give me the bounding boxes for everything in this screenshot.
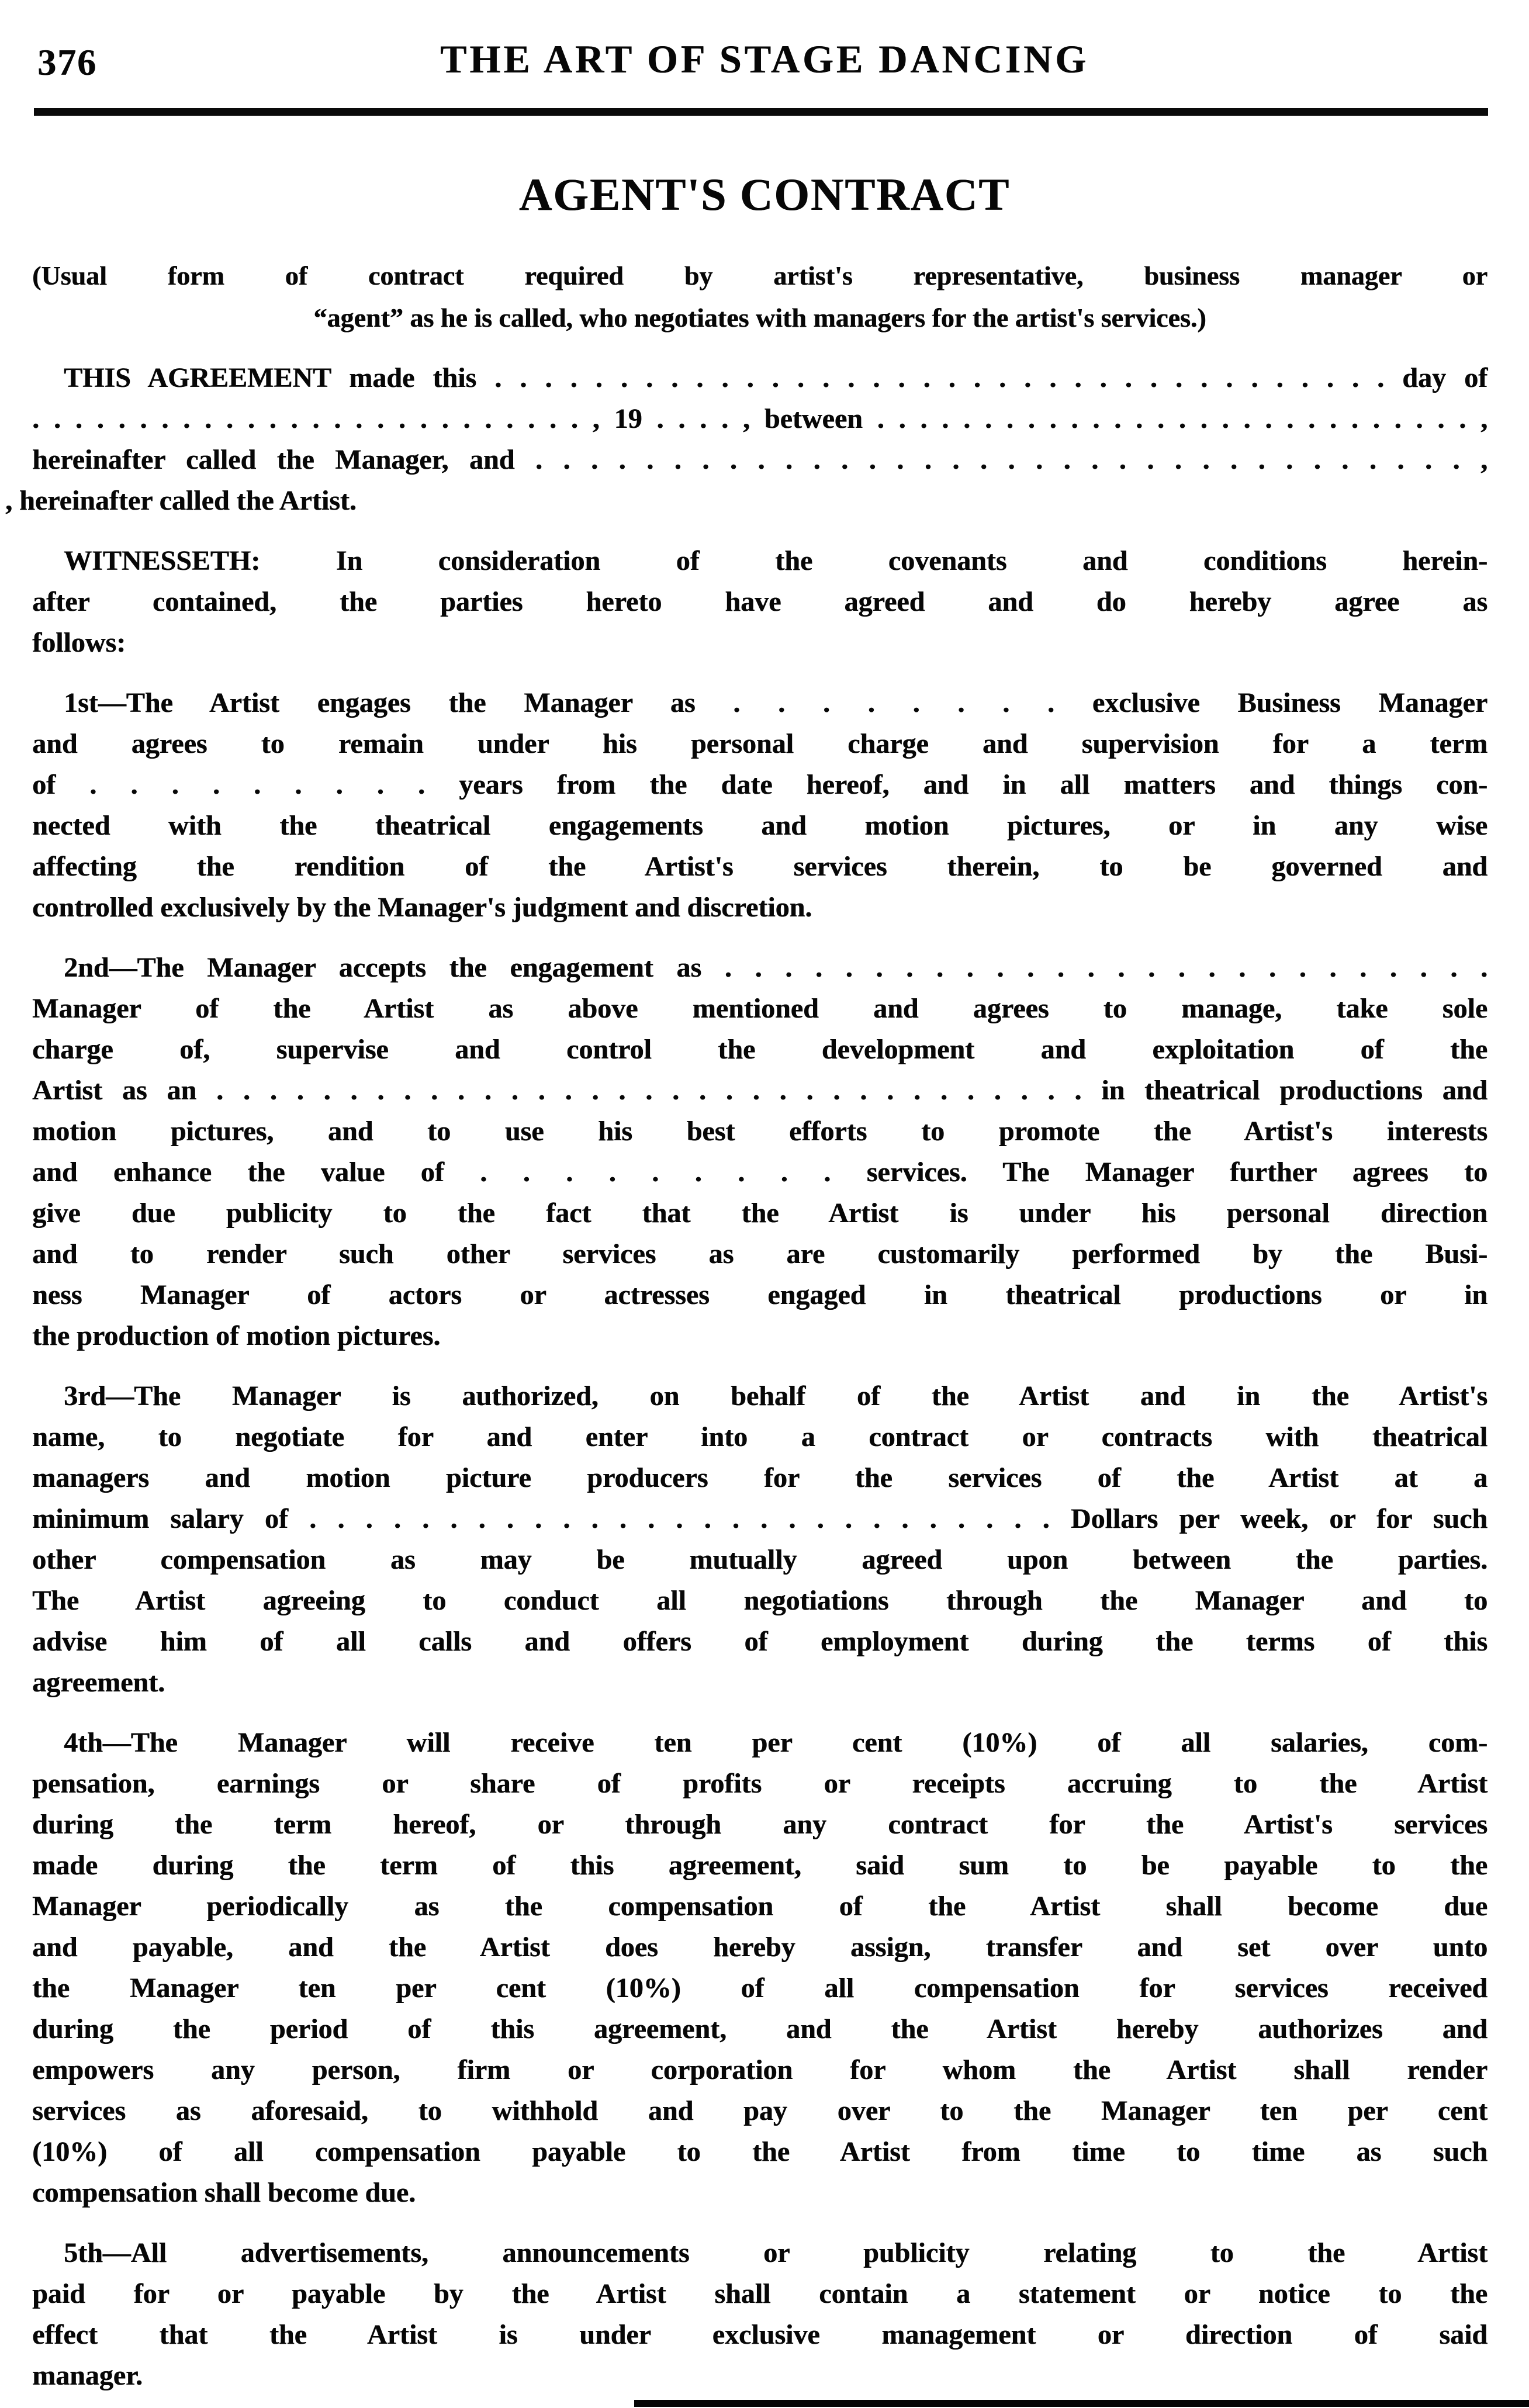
text-line: and enhance the value of . . . . . . . . . services. The Manager further agrees to [32, 1157, 1488, 1188]
text-line: during the term hereof, or through any contract for the Artist's services [32, 1809, 1488, 1840]
section-title: AGENT'S CONTRACT [518, 169, 1011, 220]
text-line: pensation, earnings or share of profits or receipts accruing to the Artist [32, 1768, 1488, 1799]
text-line: controlled exclusively by the Manager's judgment and discretion. [32, 892, 812, 923]
text-line: managers and motion picture producers for the services of the Artist at a [32, 1462, 1488, 1493]
text-line: Artist as an . . . . . . . . . . . . . . . . . . . . . . . . . . . . . . . . . in theatrical productions and [32, 1075, 1488, 1106]
text-line: of . . . . . . . . . years from the date hereof, and in all matters and things con- [32, 769, 1488, 800]
text-line: “agent” as he is called, who negotiates with managers for the artist's services.) [313, 303, 1206, 333]
text-line: other compensation as may be mutually agreed upon between the parties. [32, 1544, 1488, 1575]
scan-artifact-line [634, 2400, 1529, 2407]
text-line: effect that the Artist is under exclusive management or direction of said [32, 2319, 1488, 2350]
text-line: 1st—The Artist engages the Manager as . . . . . . . . exclusive Business Manager [64, 687, 1488, 718]
text-line: empowers any person, firm or corporation for whom the Artist shall render [32, 2054, 1488, 2085]
text-line: manager. [32, 2360, 143, 2391]
intro-note [32, 255, 1488, 339]
text-line: and to render such other services as are customarily performed by the Busi- [32, 1238, 1488, 1269]
text-line: and payable, and the Artist does hereby assign, transfer and set over unto [32, 1932, 1488, 1963]
text-line: services as aforesaid, to withhold and pay over to the Manager ten per cent [32, 2095, 1488, 2126]
text-line: motion pictures, and to use his best efforts to promote the Artist's interests [32, 1116, 1488, 1147]
text-line: minimum salary of . . . . . . . . . . . . . . . . . . . . . . . . . . . Dollars per week, or for such [32, 1503, 1488, 1534]
text-line: agreement. [32, 1667, 165, 1698]
text-line: compensation shall become due. [32, 2177, 416, 2208]
page-number: 376 [37, 41, 97, 83]
text-line: made during the term of this agreement, said sum to be payable to the [32, 1850, 1488, 1881]
text-line: name, to negotiate for and enter into a contract or contracts with theatrical [32, 1421, 1488, 1452]
text-line: WITNESSETH: In consideration of the covenants and conditions herein- [64, 545, 1488, 576]
contract-body [5, 358, 1488, 2396]
text-line: THIS AGREEMENT made this . . . . . . . . . . . . . . . . . . . . . . . . . . . . . . . . . . . . day of [64, 362, 1488, 393]
text-line: and agrees to remain under his personal charge and supervision for a term [32, 728, 1488, 759]
text-line: . . . . . . . . . . . . . . . . . . . . . . . . . . , 19 . . . . , between . . . . . . . . . . . . . . . . . . . . . . . . . . . . , [32, 403, 1488, 434]
text-line: 2nd—The Manager accepts the engagement as . . . . . . . . . . . . . . . . . . . . . . . . . . [64, 952, 1488, 983]
text-line: affecting the rendition of the Artist's services therein, to be governed and [32, 851, 1488, 882]
text-line: ness Manager of actors or actresses engaged in theatrical productions or in [32, 1279, 1488, 1310]
text-line: (10%) of all compensation payable to the Artist from time to time as such [32, 2136, 1488, 2167]
text-line: hereinafter called the Manager, and . . . . . . . . . . . . . . . . . . . . . . . . . . . . . . . . . . , [32, 444, 1488, 475]
text-line: the Manager ten per cent (10%) of all compensation for services received [32, 1973, 1488, 2004]
text-line: The Artist agreeing to conduct all negotiations through the Manager and to [32, 1585, 1488, 1616]
text-line: 3rd—The Manager is authorized, on behalf of the Artist and in the Artist's [64, 1381, 1488, 1411]
text-line: give due publicity to the fact that the Artist is under his personal direction [32, 1198, 1488, 1229]
paragraph-witnesseth [32, 541, 1488, 663]
text-line: (Usual form of contract required by artist's representative, business manager or [32, 261, 1488, 290]
paragraph-clause-2 [32, 947, 1488, 1357]
text-line: paid for or payable by the Artist shall contain a statement or notice to the [32, 2278, 1488, 2309]
text-line: Manager of the Artist as above mentioned and agrees to manage, take sole [32, 993, 1488, 1024]
text-line: the production of motion pictures. [32, 1320, 441, 1351]
paragraph-clause-1 [32, 683, 1488, 928]
header-rule [34, 108, 1488, 116]
text-line: during the period of this agreement, and the Artist hereby authorizes and [32, 2013, 1488, 2044]
paragraph-clause-5 [32, 2233, 1488, 2396]
text-line: nected with the theatrical engagements and motion pictures, or in any wise [32, 810, 1488, 841]
paragraph-clause-3 [32, 1376, 1488, 1703]
text-line: Manager periodically as the compensation of the Artist shall become due [32, 1891, 1488, 1922]
text-line: advise him of all calls and offers of employment during the terms of this [32, 1626, 1488, 1657]
paragraph-clause-4 [32, 1722, 1488, 2213]
text-line: 5th—All advertisements, announcements or publicity relating to the Artist [64, 2237, 1488, 2268]
text-line: follows: [32, 627, 126, 658]
paragraph-opening [5, 358, 1488, 521]
text-line: charge of, supervise and control the development and exploitation of the [32, 1034, 1488, 1065]
text-line: after contained, the parties hereto have agreed and do hereby agree as [32, 586, 1488, 617]
running-header-title: THE ART OF STAGE DANCING [440, 37, 1089, 81]
text-line: 4th—The Manager will receive ten per cent (10%) of all salaries, com- [64, 1727, 1488, 1758]
text-line: , hereinafter called the Artist. [5, 485, 357, 516]
